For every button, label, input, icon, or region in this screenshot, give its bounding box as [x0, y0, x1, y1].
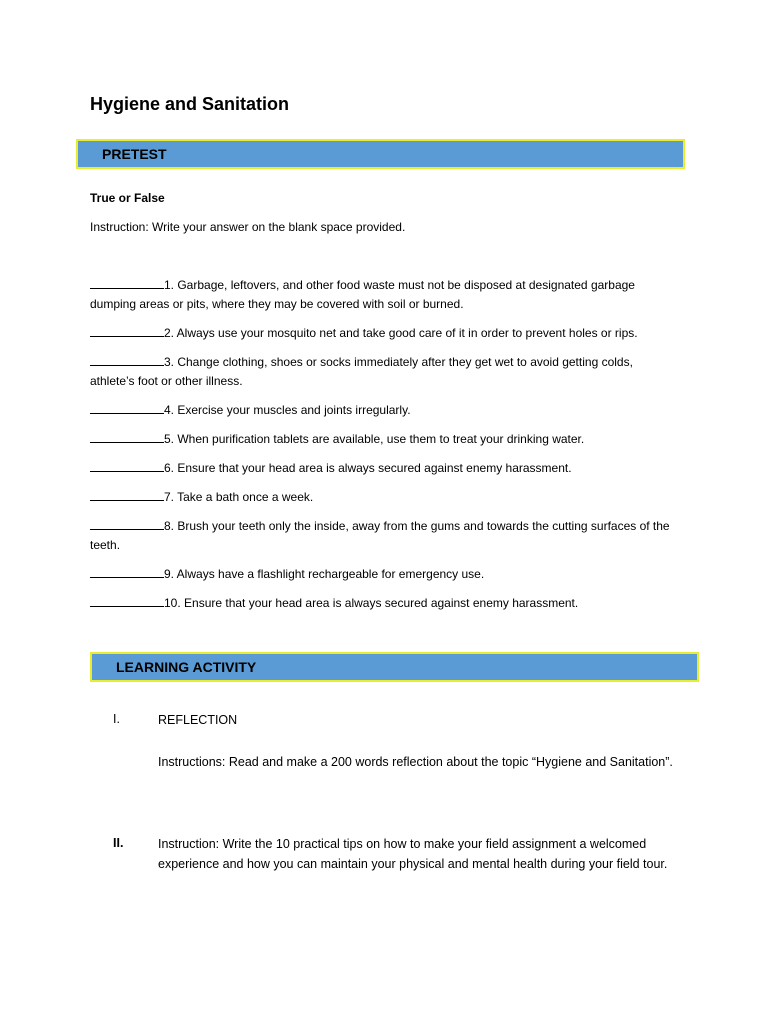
question-item [90, 565, 680, 584]
question-text: 7. Take a bath once a week. [164, 490, 314, 504]
pretest-banner [76, 139, 685, 169]
activity-numeral: I. [113, 712, 120, 726]
answer-blank[interactable] [90, 431, 164, 443]
question-text: 5. When purification tablets are available, use them to treat your drinking water. [164, 432, 585, 446]
reflection-instruction: Instructions: Read and make a 200 words reflection about the topic “Hygiene and Sanitation”. [158, 755, 673, 769]
answer-blank[interactable] [90, 325, 164, 337]
question-item [90, 276, 680, 314]
question-item [90, 488, 680, 507]
question-item [90, 430, 680, 449]
question-item [90, 594, 680, 613]
learning-activity-banner [90, 652, 699, 682]
pretest-heading: PRETEST [102, 146, 167, 162]
answer-blank[interactable] [90, 566, 164, 578]
reflection-heading: REFLECTION [158, 713, 238, 727]
answer-blank[interactable] [90, 595, 164, 607]
answer-blank[interactable] [90, 402, 164, 414]
question-list [90, 276, 680, 623]
question-text: 4. Exercise your muscles and joints irregularly. [164, 403, 411, 417]
page-title: Hygiene and Sanitation [90, 94, 290, 114]
question-text: 9. Always have a flashlight rechargeable for emergency use. [164, 567, 485, 581]
question-text: 8. Brush your teeth only the inside, away from the gums and towards the cutting surfaces of the teeth. [90, 519, 670, 552]
instruction-label: Instruction: [90, 220, 149, 234]
answer-blank[interactable] [90, 354, 164, 366]
question-text: 1. Garbage, leftovers, and other food waste must not be disposed at designated garbage dumping areas or pits, where they may be covered with soil or burned. [90, 278, 635, 311]
question-item [90, 459, 680, 478]
question-text: 6. Ensure that your head area is always secured against enemy harassment. [164, 461, 572, 475]
learning-activity-heading: LEARNING ACTIVITY [116, 659, 257, 675]
question-text: 2. Always use your mosquito net and take good care of it in order to prevent holes or rips. [164, 326, 638, 340]
question-item [90, 353, 680, 391]
activity-numeral: II. [113, 836, 124, 850]
tips-instruction: Instruction: Write the 10 practical tips on how to make your field assignment a welcomed experience and how you can maintain your physical and mental health during your field tour. [158, 837, 668, 871]
pretest-instruction [90, 220, 405, 234]
answer-blank[interactable] [90, 518, 164, 530]
question-item [90, 324, 680, 343]
question-text: 10. Ensure that your head area is always secured against enemy harassment. [164, 596, 579, 610]
answer-blank[interactable] [90, 489, 164, 501]
question-item [90, 401, 680, 420]
question-item [90, 517, 680, 555]
answer-blank[interactable] [90, 277, 164, 289]
answer-blank[interactable] [90, 460, 164, 472]
instruction-text: Write your answer on the blank space provided. [148, 220, 406, 234]
question-text: 3. Change clothing, shoes or socks immediately after they get wet to avoid getting colds, athlete’s foot or other illness. [90, 355, 633, 388]
true-or-false-subheading: True or False [90, 191, 165, 205]
